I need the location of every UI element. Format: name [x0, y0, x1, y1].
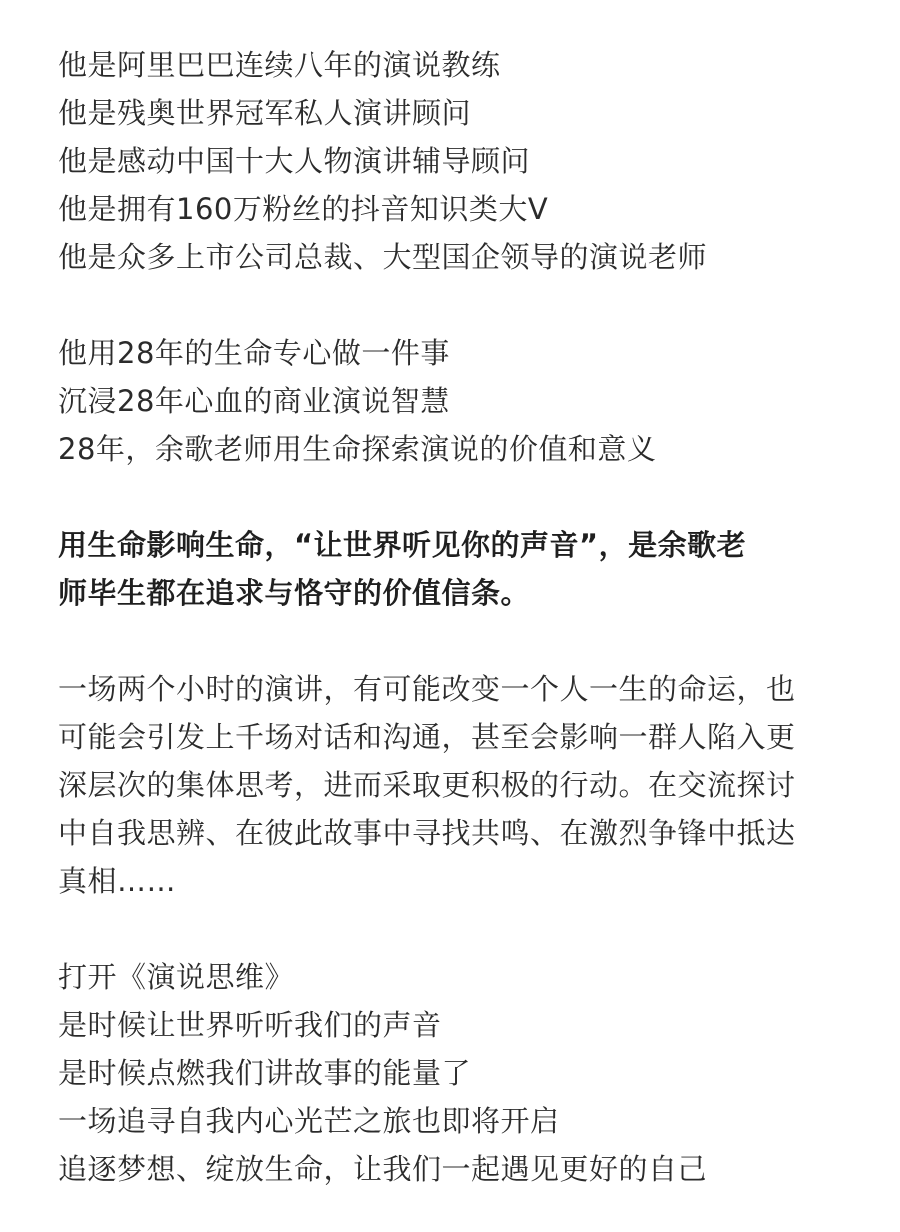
text-line: 用生命影响生命，“让世界听见你的声音”，是余歌老 [58, 528, 747, 562]
dedication-paragraph [58, 329, 838, 473]
text-line: 中自我思辨、在彼此故事中寻找共鸣、在激烈争锋中抵达 [58, 816, 796, 850]
text-line: 打开《演说思维》 [58, 960, 295, 994]
text-line: 他是众多上市公司总裁、大型国企领导的演说老师 [58, 240, 708, 274]
text-line: 他是拥有160万粉丝的抖音知识类大V [58, 192, 549, 226]
text-line: 一场两个小时的演讲，有可能改变一个人一生的命运，也 [58, 672, 796, 706]
closing-paragraph [58, 953, 838, 1193]
text-line: 可能会引发上千场对话和沟通，甚至会影响一群人陷入更 [58, 720, 796, 754]
article-body [58, 41, 838, 1193]
text-line: 真相…… [58, 864, 177, 898]
text-line: 他是感动中国十大人物演讲辅导顾问 [58, 144, 531, 178]
text-line: 28年，余歌老师用生命探索演说的价值和意义 [58, 432, 657, 466]
text-line: 他是阿里巴巴连续八年的演说教练 [58, 48, 501, 82]
text-line: 深层次的集体思考，进而采取更积极的行动。在交流探讨 [58, 768, 796, 802]
text-line: 一场追寻自我内心光芒之旅也即将开启 [58, 1104, 560, 1138]
text-line: 沉浸28年心血的商业演说智慧 [58, 384, 450, 418]
text-line: 他是残奥世界冠军私人演讲顾问 [58, 96, 472, 130]
impact-paragraph [58, 665, 838, 905]
text-line: 他用28年的生命专心做一件事 [58, 336, 450, 370]
text-line: 追逐梦想、绽放生命，让我们一起遇见更好的自己 [58, 1152, 708, 1186]
text-line: 是时候让世界听听我们的声音 [58, 1008, 442, 1042]
motto-paragraph [58, 521, 838, 617]
intro-paragraph [58, 41, 838, 281]
text-line: 是时候点燃我们讲故事的能量了 [58, 1056, 472, 1090]
text-line: 师毕生都在追求与恪守的价值信条。 [58, 576, 531, 610]
